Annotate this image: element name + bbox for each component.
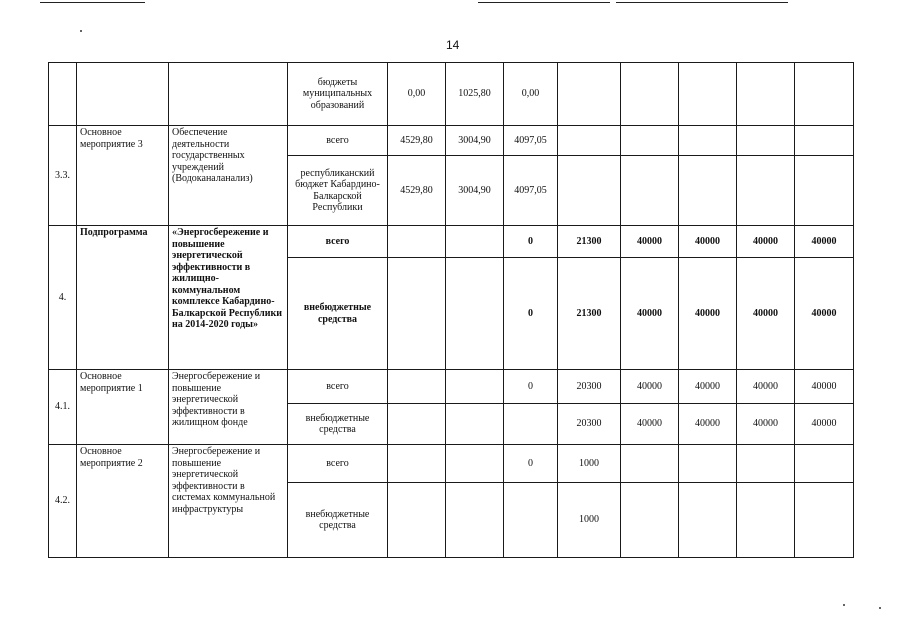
value-cell xyxy=(621,445,679,483)
value-cell xyxy=(558,126,621,156)
value-cell: 40000 xyxy=(621,258,679,370)
value-cell: 3004,90 xyxy=(446,126,504,156)
funding-source: всего xyxy=(288,445,388,483)
value-cell: 4529,80 xyxy=(388,156,446,226)
value-cell: 0,00 xyxy=(504,63,558,126)
item-type: Основное мероприятие 3 xyxy=(77,126,169,226)
item-name: Энергосбережение и повышение энергетической эффективности в системах коммунальной инфраструктуры xyxy=(169,445,288,558)
row-number: 4. xyxy=(49,226,77,370)
table-row xyxy=(49,63,854,126)
value-cell xyxy=(621,126,679,156)
funding-source: всего xyxy=(288,370,388,404)
value-cell xyxy=(795,63,854,126)
value-cell xyxy=(388,445,446,483)
value-cell xyxy=(504,404,558,445)
value-cell xyxy=(737,445,795,483)
value-cell xyxy=(388,483,446,558)
value-cell: 40000 xyxy=(795,370,854,404)
table-row xyxy=(49,445,854,483)
value-cell: 4529,80 xyxy=(388,126,446,156)
page-number: 14 xyxy=(446,38,460,52)
value-cell: 40000 xyxy=(679,226,737,258)
row-number: 3.3. xyxy=(49,126,77,226)
value-cell xyxy=(621,156,679,226)
item-name: Энергосбережение и повышение энергетической эффективности в жилищном фонде xyxy=(169,370,288,445)
value-cell: 4097,05 xyxy=(504,126,558,156)
scan-speck xyxy=(843,604,845,606)
value-cell: 1000 xyxy=(558,483,621,558)
value-cell: 40000 xyxy=(621,404,679,445)
row-number: 4.1. xyxy=(49,370,77,445)
budget-table xyxy=(48,62,854,558)
value-cell xyxy=(388,404,446,445)
funding-source: внебюджетные средства xyxy=(288,258,388,370)
value-cell: 0 xyxy=(504,370,558,404)
value-cell xyxy=(446,445,504,483)
value-cell: 40000 xyxy=(737,370,795,404)
value-cell: 0 xyxy=(504,226,558,258)
value-cell xyxy=(679,126,737,156)
table-row xyxy=(49,370,854,404)
value-cell xyxy=(446,483,504,558)
value-cell: 40000 xyxy=(795,404,854,445)
value-cell xyxy=(558,156,621,226)
item-name xyxy=(169,63,288,126)
table-row xyxy=(49,126,854,156)
table-row xyxy=(49,226,854,258)
value-cell: 3004,90 xyxy=(446,156,504,226)
funding-source: внебюджетные средства xyxy=(288,404,388,445)
value-cell xyxy=(446,404,504,445)
value-cell: 21300 xyxy=(558,226,621,258)
value-cell: 4097,05 xyxy=(504,156,558,226)
value-cell xyxy=(679,483,737,558)
value-cell: 40000 xyxy=(737,258,795,370)
funding-source: республиканский бюджет Кабардино-Балкарской Республики xyxy=(288,156,388,226)
value-cell: 0 xyxy=(504,445,558,483)
value-cell: 40000 xyxy=(795,226,854,258)
value-cell xyxy=(388,258,446,370)
value-cell: 40000 xyxy=(737,404,795,445)
funding-source: всего xyxy=(288,226,388,258)
value-cell: 40000 xyxy=(621,370,679,404)
item-type: Основное мероприятие 1 xyxy=(77,370,169,445)
value-cell xyxy=(388,370,446,404)
value-cell xyxy=(679,156,737,226)
value-cell xyxy=(737,63,795,126)
value-cell xyxy=(446,258,504,370)
value-cell: 0 xyxy=(504,258,558,370)
row-number: 4.2. xyxy=(49,445,77,558)
value-cell xyxy=(737,126,795,156)
item-type: Подпрограмма xyxy=(77,226,169,370)
item-name: «Энергосбережение и повышение энергетической эффективности в жилищно-коммунальном комплексе Кабардино-Балкарской Республики на 2014-2020 годы» xyxy=(169,226,288,370)
value-cell xyxy=(621,483,679,558)
value-cell: 40000 xyxy=(679,370,737,404)
value-cell xyxy=(679,63,737,126)
scan-speck xyxy=(80,30,82,32)
item-name: Обеспечение деятельности государственных учреждений (Водоканаланализ) xyxy=(169,126,288,226)
value-cell xyxy=(388,226,446,258)
item-type: Основное мероприятие 2 xyxy=(77,445,169,558)
row-number xyxy=(49,63,77,126)
value-cell xyxy=(737,483,795,558)
header-rule-right-2 xyxy=(616,2,788,3)
value-cell: 0,00 xyxy=(388,63,446,126)
scan-speck xyxy=(879,607,881,609)
funding-source: внебюджетные средства xyxy=(288,483,388,558)
funding-source: бюджеты муниципальных образований xyxy=(288,63,388,126)
value-cell: 1000 xyxy=(558,445,621,483)
funding-source: всего xyxy=(288,126,388,156)
value-cell: 20300 xyxy=(558,404,621,445)
item-type xyxy=(77,63,169,126)
value-cell xyxy=(795,156,854,226)
value-cell: 40000 xyxy=(679,404,737,445)
value-cell: 40000 xyxy=(795,258,854,370)
value-cell: 1025,80 xyxy=(446,63,504,126)
value-cell: 40000 xyxy=(679,258,737,370)
value-cell: 40000 xyxy=(621,226,679,258)
value-cell xyxy=(795,483,854,558)
value-cell xyxy=(679,445,737,483)
value-cell: 40000 xyxy=(737,226,795,258)
value-cell xyxy=(446,370,504,404)
header-rule-right-1 xyxy=(478,2,610,3)
value-cell xyxy=(795,126,854,156)
value-cell xyxy=(504,483,558,558)
value-cell xyxy=(621,63,679,126)
value-cell xyxy=(446,226,504,258)
value-cell xyxy=(558,63,621,126)
value-cell xyxy=(737,156,795,226)
value-cell: 20300 xyxy=(558,370,621,404)
value-cell: 21300 xyxy=(558,258,621,370)
value-cell xyxy=(795,445,854,483)
header-rule-left xyxy=(40,2,145,3)
